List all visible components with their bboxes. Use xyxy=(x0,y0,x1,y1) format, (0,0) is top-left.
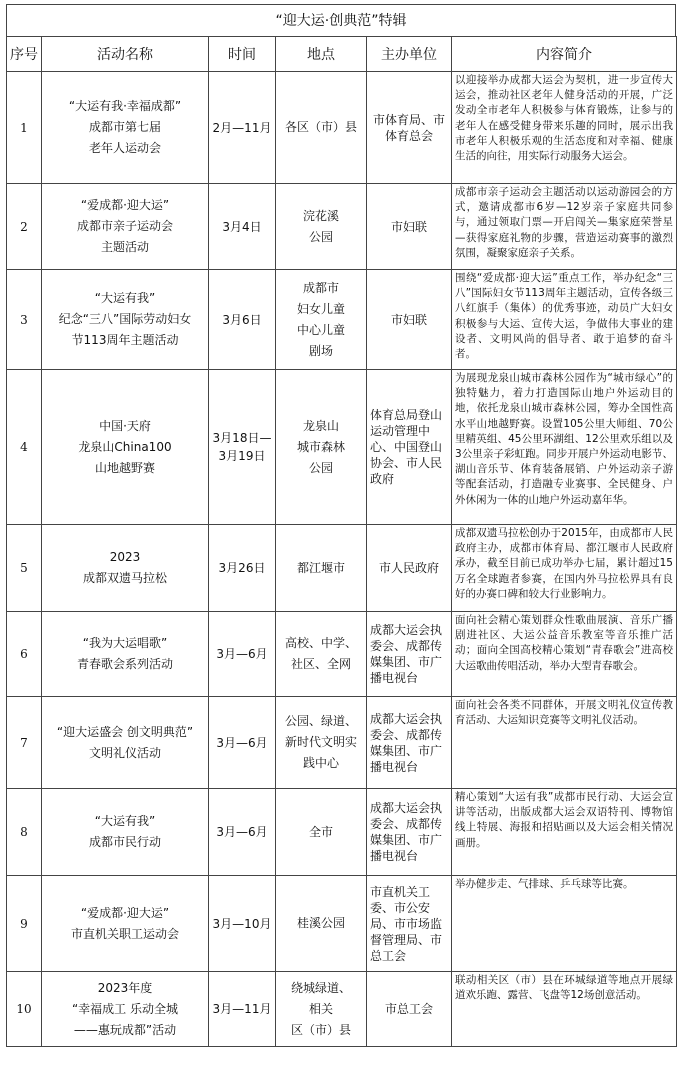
table-row xyxy=(7,525,677,612)
activity-organizer xyxy=(367,876,452,972)
activity-place xyxy=(276,789,367,876)
activity-organizer-line: 市直机关工委、市公安局、市市场监督管理局、市总工会 xyxy=(370,884,443,963)
activity-place-line: 公园 xyxy=(308,229,333,244)
activity-time xyxy=(209,612,276,697)
activity-time-line: 3月—6月 xyxy=(216,735,268,750)
activity-organizer-line: 市体育局、市 xyxy=(372,112,445,127)
row-number: 8 xyxy=(7,789,42,876)
activity-name-line: 2023年度 xyxy=(97,980,153,995)
activity-name xyxy=(42,72,209,184)
activity-place-line: 相关 xyxy=(308,1001,333,1016)
activity-description: 以迎接举办成都大运会为契机，进一步宣传大运会，推动社区老年人健身活动的开展，广泛发动全市老年人积极参与体育锻炼，让参与的老年人在感受健身带来乐趣的同时，展示出我市老年人积极乐观的生活态度和对幸福、健康生活的向往，用实际行动服务大运会。 xyxy=(452,72,677,184)
activity-place-line: 各区（市）县 xyxy=(284,120,357,134)
activity-description: 精心策划“大运有我”成都市民行动、大运会宣讲等活动，出版成都大运会双语特刊、博物馆线上特展、海报和招贴画以及大运会相关情况画册。 xyxy=(452,789,677,876)
table-row xyxy=(7,972,677,1047)
activity-place-line: 妇女儿童 xyxy=(296,301,345,316)
activity-name-line: “大运有我·幸福成都” xyxy=(68,99,182,113)
activity-time-line: 3月—10月 xyxy=(212,916,272,931)
activity-description: 面向社会各类不同群体，开展文明礼仪宣传教育活动、大运知识竞赛等文明礼仪活动。 xyxy=(452,697,677,789)
header-time: 时间 xyxy=(209,37,276,72)
activity-place-line: 绕城绿道、 xyxy=(290,980,351,995)
activity-time xyxy=(209,525,276,612)
activity-organizer xyxy=(367,697,452,789)
row-number: 2 xyxy=(7,184,42,270)
row-number: 4 xyxy=(7,370,42,525)
activity-name xyxy=(42,876,209,972)
activity-time xyxy=(209,270,276,370)
activity-place-line: 新时代文明实 xyxy=(284,735,357,749)
activity-name-line: 市直机关职工运动会 xyxy=(70,926,179,941)
activity-time-line: 3月4日 xyxy=(222,219,262,234)
activity-place-line: 全市 xyxy=(308,824,333,839)
activity-time-line: 3月—11月 xyxy=(212,1002,272,1016)
row-number: 7 xyxy=(7,697,42,789)
activity-name-line: 龙泉山China100 xyxy=(78,439,172,454)
header-place: 地点 xyxy=(276,37,367,72)
activity-name-line: 主题活动 xyxy=(100,240,149,254)
activity-name-line: ——惠玩成都”活动 xyxy=(73,1022,177,1037)
activity-place-line: 公园、绿道、 xyxy=(284,714,357,728)
activity-organizer xyxy=(367,525,452,612)
activity-place xyxy=(276,876,367,972)
activity-organizer-line: 市妇联 xyxy=(390,219,427,234)
activity-name-line: 山地越野赛 xyxy=(94,460,155,475)
activity-name xyxy=(42,789,209,876)
row-number: 9 xyxy=(7,876,42,972)
activity-description: 联动相关区（市）县在环城绿道等地点开展绿道欢乐跑、露营、飞盘等12场创意活动。 xyxy=(452,972,677,1047)
activity-name-line: “迎大运盛会 创文明典范” xyxy=(56,724,194,739)
activity-name-line: 纪念“三八”国际劳动妇女 xyxy=(58,312,192,326)
activity-time xyxy=(209,789,276,876)
activity-place-line: 践中心 xyxy=(302,756,339,770)
activity-organizer xyxy=(367,184,452,270)
activity-description: 面向社会精心策划群众性歌曲展演、音乐广播剧进社区、大运公益音乐教室等音乐推广活动；面向全国高校精心策划“青春歌会”进高校大运歌曲传唱活动，举办大型青春歌会。 xyxy=(452,612,677,697)
activity-time xyxy=(209,972,276,1047)
activity-organizer-line: 市人民政府 xyxy=(378,561,439,575)
activity-organizer-line: 成都大运会执委会、成都传媒集团、市广播电视台 xyxy=(370,711,443,774)
activity-organizer xyxy=(367,972,452,1047)
activity-description: 成都双遗马拉松创办于2015年，由成都市人民政府主办，成都市体育局、都江堰市人民政府承办，截至目前已成功举办七届，累计超过15万名全球跑者参赛，在国内外马拉松界具有良好的办赛口碑和较大行业影响力。 xyxy=(452,525,677,612)
activity-place-line: 成都市 xyxy=(302,280,339,295)
activity-time-line: 3月—6月 xyxy=(216,825,268,839)
activity-time-line: 3月26日 xyxy=(218,561,266,575)
activity-organizer-line: 成都大运会执委会、成都传媒集团、市广播电视台 xyxy=(370,801,443,863)
activity-organizer xyxy=(367,612,452,697)
activity-place xyxy=(276,370,367,525)
activity-name xyxy=(42,972,209,1047)
activity-name-line: 成都市第七届 xyxy=(88,120,161,134)
table-row xyxy=(7,697,677,789)
activity-name-line: 成都市亲子运动会 xyxy=(76,219,173,233)
activity-place-line: 城市森林 xyxy=(296,439,345,454)
activity-place-line: 高校、中学、 xyxy=(284,636,357,650)
header-description: 内容简介 xyxy=(452,37,677,72)
table-row xyxy=(7,270,677,370)
activity-organizer-line: 体育总局登山运动管理中心、中国登山协会、市人民政府 xyxy=(370,408,443,486)
activity-name-line: “幸福成工 乐动全城 xyxy=(71,1001,179,1016)
activity-name-line: 文明礼仪活动 xyxy=(88,745,161,760)
activity-time-line: 3月—6月 xyxy=(216,647,268,661)
activity-place xyxy=(276,697,367,789)
activity-organizer-line: 市总工会 xyxy=(384,1002,433,1016)
activity-organizer xyxy=(367,270,452,370)
activity-organizer-line: 体育总会 xyxy=(384,128,433,143)
table-header-row xyxy=(7,37,677,72)
activity-description: 为展现龙泉山城市森林公园作为“城市绿心”的独特魅力，着力打造国际山地户外运动目的地，依托龙泉山城市森林公园，筹办全国性高水平山地越野赛。设置105公里大师组、70公里精英组、45公里环湖组、12公里欢乐组以及3公里亲子彩虹跑。同步开展户外运动电影节、湖山音乐节、体育装备展销、户外运动亲子游等配套活动，打造融专业赛事、全民健身、户外休闲为一体的山地户外运动嘉年华。 xyxy=(452,370,677,525)
row-number: 10 xyxy=(7,972,42,1047)
activity-name xyxy=(42,184,209,270)
table-row xyxy=(7,184,677,270)
activity-time-line: 3月18日— xyxy=(212,431,272,445)
activity-name-line: 成都双遗马拉松 xyxy=(82,571,167,585)
activity-place-line: 桂溪公园 xyxy=(296,916,345,930)
activity-table xyxy=(6,36,677,1047)
row-number: 6 xyxy=(7,612,42,697)
activity-organizer-line: 成都大运会执委会、成都传媒集团、市广播电视台 xyxy=(370,623,443,685)
activity-place xyxy=(276,184,367,270)
table-row xyxy=(7,370,677,525)
activity-organizer xyxy=(367,789,452,876)
table-row xyxy=(7,72,677,184)
table-row xyxy=(7,612,677,697)
activity-place-line: 浣花溪 xyxy=(302,208,339,223)
activity-name xyxy=(42,612,209,697)
page-title: “迎大运·创典范”特辑 xyxy=(6,4,676,36)
activity-time xyxy=(209,876,276,972)
activity-organizer xyxy=(367,370,452,525)
header-no: 序号 xyxy=(7,37,42,72)
activity-organizer-line: 市妇联 xyxy=(390,312,427,327)
activity-name-line: 青春歌会系列活动 xyxy=(76,657,173,671)
activity-place-line: 社区、全网 xyxy=(290,657,351,671)
row-number: 3 xyxy=(7,270,42,370)
activity-place xyxy=(276,270,367,370)
activity-time-line: 2月—11月 xyxy=(212,120,272,135)
activity-place-line: 中心儿童 xyxy=(296,322,345,337)
activity-name-line: “爱成都·迎大运” xyxy=(80,198,170,212)
activity-name-line: 节113周年主题活动 xyxy=(71,333,179,347)
activity-name-line: “爱成都·迎大运” xyxy=(80,905,170,920)
table-row xyxy=(7,876,677,972)
activity-description: 围绕“爱成都·迎大运”重点工作，举办纪念“三八”国际妇女节113周年主题活动，宣传各级三八红旗手（集体）的优秀事迹，动员广大妇女积极参与大运、宣传大运，争做伟大事业的建设者、文明风尚的倡导者、敢于追梦的奋斗者。 xyxy=(452,270,677,370)
activity-name xyxy=(42,370,209,525)
activity-name-line: “大运有我” xyxy=(94,814,156,828)
activity-time xyxy=(209,72,276,184)
activity-description: 举办健步走、气排球、乒乓球等比赛。 xyxy=(452,876,677,972)
header-organizer: 主办单位 xyxy=(367,37,452,72)
activity-place-line: 剧场 xyxy=(308,343,333,358)
activity-name xyxy=(42,270,209,370)
activity-name-line: 中国·天府 xyxy=(99,418,151,433)
activity-place xyxy=(276,972,367,1047)
activity-description: 成都市亲子运动会主题活动以运动游园会的方式，邀请成都市6岁—12岁亲子家庭共同参与，通过领取门票—开启闯关—集家庭荣誉星—获得家庭礼物的步骤，营造运动赛事的激烈氛围，凝聚家庭亲子关系。 xyxy=(452,184,677,270)
activity-name-line: 老年人运动会 xyxy=(88,141,161,155)
activity-name-line: “我为大运唱歌” xyxy=(82,636,168,650)
activity-place xyxy=(276,72,367,184)
activity-place xyxy=(276,612,367,697)
activity-place-line: 公园 xyxy=(308,460,333,475)
header-name: 活动名称 xyxy=(42,37,209,72)
activity-time xyxy=(209,184,276,270)
activity-time-line: 3月19日 xyxy=(218,449,266,463)
activity-time xyxy=(209,370,276,525)
activity-place xyxy=(276,525,367,612)
activity-name xyxy=(42,525,209,612)
document-sheet xyxy=(6,4,676,1047)
table-row xyxy=(7,789,677,876)
activity-name-line: “大运有我” xyxy=(94,291,156,305)
row-number: 1 xyxy=(7,72,42,184)
activity-place-line: 都江堰市 xyxy=(296,560,345,575)
activity-place-line: 龙泉山 xyxy=(302,418,339,433)
activity-time-line: 3月6日 xyxy=(222,312,262,327)
activity-name-line: 成都市民行动 xyxy=(88,835,161,849)
activity-time xyxy=(209,697,276,789)
activity-name-line: 2023 xyxy=(109,550,141,564)
activity-organizer xyxy=(367,72,452,184)
activity-name xyxy=(42,697,209,789)
row-number: 5 xyxy=(7,525,42,612)
activity-place-line: 区（市）县 xyxy=(290,1022,351,1037)
